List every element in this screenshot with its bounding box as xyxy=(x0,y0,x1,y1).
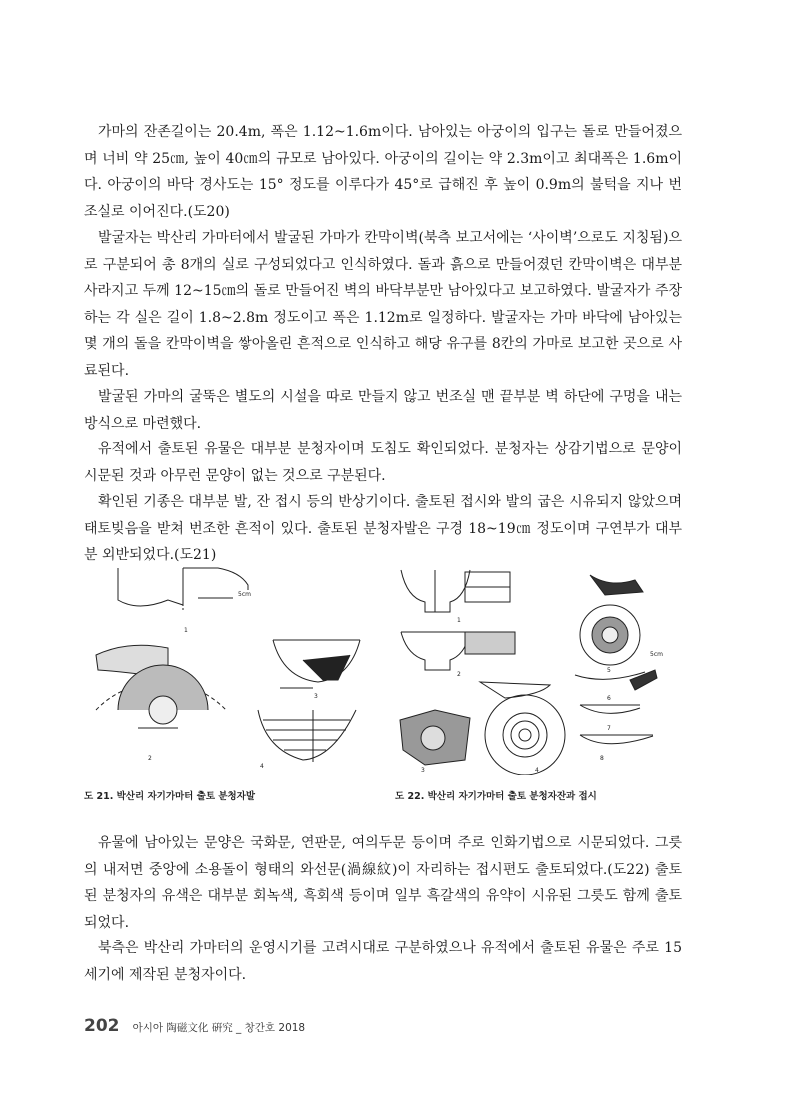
fig22-scale: 5cm xyxy=(650,651,663,658)
body-paragraph-4: 유적에서 출토된 유물은 대부분 분청자이며 도침도 확인되었다. 분청자는 상감기법으로 문양이 시문된 것과 아무런 문양이 없는 것으로 구분된다. xyxy=(84,441,682,484)
body-paragraph-6: 유물에 남아있는 문양은 국화문, 연판문, 여의두문 등이며 주로 인화기법으로 시문되었다. 그릇의 내저면 중앙에 소용돌이 형태의 와선문(渦線紋)이 자리하는 접시편도 출토되었다.(도22) 출토된 분청자의 유색은 대부분 회녹색, 흑회색 등이며 일부 흑갈색의 유약이 시유된 그릇도 함께 출토되었다. xyxy=(84,835,682,931)
figure-22-caption: 도 22. 박산리 자기가마터 출토 분청자잔과 접시 xyxy=(395,791,597,802)
fig21-label-1: 1 xyxy=(184,627,188,634)
fig22-label-6: 6 xyxy=(607,695,611,702)
fig22-label-5: 5 xyxy=(607,667,611,674)
running-footer: 아시아 陶磁文化 硏究 _ 창간호 2018 xyxy=(132,1022,306,1034)
fig21-label-2: 2 xyxy=(148,755,152,762)
body-paragraph-5: 확인된 기종은 대부분 발, 잔 접시 등의 반상기이다. 출토된 접시와 발의 굽은 시유되지 않았으며 태토빚음을 받쳐 번조한 흔적이 있다. 출토된 분청자발은 구경 18~19㎝ 정도이며 구연부가 대부분 외반되었다.(도21) xyxy=(84,494,682,563)
fig21-label-3: 3 xyxy=(314,693,318,700)
figure-21-drawing xyxy=(88,560,366,775)
body-paragraph-2: 발굴자는 박산리 가마터에서 발굴된 가마가 칸막이벽(북측 보고서에는 ‘사이벽’으로도 지칭됨)으로 구분되어 총 8개의 실로 구성되었다고 인식하였다. 돌과 흙으로 만들어졌던 칸막이벽은 대부분 사라지고 두께 12~15㎝의 돌로 만들어진 벽의 바닥부분만 남아있다고 보고하였다. 발굴자가 주장하는 각 실은 길이 1.8~2.8m 정도이고 폭은 1.12m로 일정하다. 발굴자는 가마 바닥에 남아있는 몇 개의 돌을 칸막이벽을 쌓아올린 흔적으로 인식하고 해당 유구를 8칸의 가마로 보고한 곳으로 사료된다. xyxy=(84,230,682,379)
figure-21-caption: 도 21. 박산리 자기가마터 출토 분청자발 xyxy=(84,791,256,802)
fig22-label-2: 2 xyxy=(457,671,461,678)
fig22-label-4: 4 xyxy=(535,767,539,774)
fig22-label-7: 7 xyxy=(607,725,611,732)
body-paragraph-7: 북측은 박산리 가마터의 운영시기를 고려시대로 구분하였으나 유적에서 출토된 유물은 주로 15세기에 제작된 분청자이다. xyxy=(84,940,682,983)
body-paragraph-1: 가마의 잔존길이는 20.4m, 폭은 1.12~1.6m이다. 남아있는 아궁이의 입구는 돌로 만들어졌으며 너비 약 25㎝, 높이 40㎝의 규모로 남아있다. 아궁이의 길이는 약 2.3m이고 최대폭은 1.6m이다. 아궁이의 바닥 경사도는 15° 정도를 이루다가 45°로 급해진 후 높이 0.9m의 불턱을 지나 번조실로 이어진다.(도20) xyxy=(84,124,682,220)
fig22-label-8: 8 xyxy=(600,755,604,762)
fig21-scale: 5cm xyxy=(238,591,251,598)
fig22-label-3: 3 xyxy=(421,767,425,774)
page-number: 202 xyxy=(84,1016,120,1036)
figure-22-drawing xyxy=(395,560,680,775)
page-footer xyxy=(84,1016,305,1036)
body-paragraph-3: 발굴된 가마의 굴뚝은 별도의 시설을 따로 만들지 않고 번조실 맨 끝부분 벽 하단에 구멍을 내는 방식으로 마련했다. xyxy=(84,389,682,432)
fig21-label-4: 4 xyxy=(260,763,264,770)
fig22-label-1: 1 xyxy=(457,617,461,624)
